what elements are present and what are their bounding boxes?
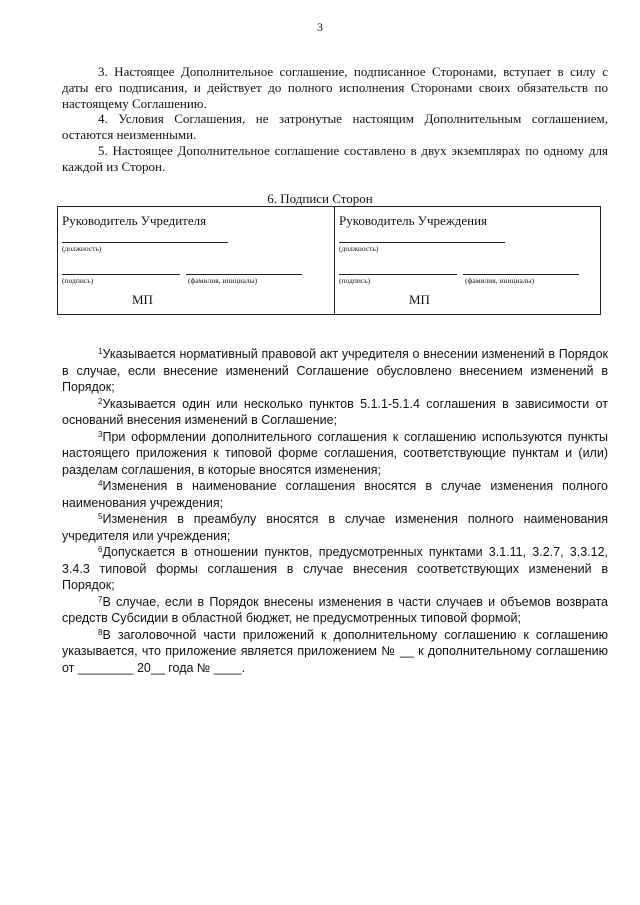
paragraph-3 [62,64,608,112]
footnote-text: В случае, если в Порядок внесены изменения в части случаев и объемов возврата средств Субсидии в областной бюджет, не предусмотренных типовой формой; [62,594,608,625]
paragraph-5 [62,143,608,175]
institution-head-label: Руководитель Учреждения [339,213,488,228]
footnote [62,429,608,479]
stamp-label: МП [409,292,430,307]
position-caption: (должность) [62,244,102,253]
footnote-number: 5 [98,512,103,521]
footnote [62,594,608,627]
footnote-text: В заголовочной части приложений к дополнительному соглашению к соглашению указывается, что приложение является приложением № __ к дополнительному соглашению от ________ 20__ года № ____. [62,627,608,675]
paragraph-4 [62,111,608,143]
signatures-title: 6. Подписи Сторон [267,191,373,206]
name-line [186,274,302,275]
footnote [62,511,608,544]
footnote-number: 7 [98,594,103,604]
signature-line [339,274,457,275]
name-line [463,274,579,275]
footnote-text: Допускается в отношении пунктов, предусмотренных пунктами 3.1.11, 3.2.7, 3.3.12, 3.4.3 типовой формы соглашения в случае внесения соответствующих изменений в Порядок; [62,545,608,592]
position-caption: (должность) [339,244,379,253]
paragraph-text: 4. Условия Соглашения, не затронутые настоящим Дополнительным соглашением, остаются неизменными. [62,111,608,142]
footnote [62,478,608,511]
signature-line [62,274,180,275]
footnote-number: 1 [98,347,103,356]
name-caption: (фамилия, инициалы) [188,276,258,285]
position-line [62,242,228,243]
footnote-text: Указывается один или несколько пунктов 5.1.1-5.1.4 соглашения в зависимости от оснований внесения изменений в Соглашение; [62,396,608,427]
footnote-text: Указывается нормативный правовой акт учредителя о внесении изменений в Порядок в случае, если внесение изменений Соглашение обусловлено внесением изменений в Порядок; [62,347,608,394]
footnote-number: 8 [98,627,103,637]
founder-head-label: Руководитель Учредителя [62,213,207,228]
footnote-text: При оформлении дополнительного соглашения к соглашению используются пункты настоящего приложения к типовой форме соглашения, соответствующие пунктам и (или) разделам соглашения, в которые вносятся изменения; [62,429,608,477]
footnote-number: 2 [98,396,103,406]
footnote-text: Изменения в наименование соглашения вносятся в случае изменения полного наименования учреждения; [62,479,608,510]
signatures-table [57,206,601,315]
signature-caption: (подпись) [62,276,94,285]
table-divider [334,207,335,314]
footnote [62,396,608,429]
signature-block-institution [339,207,611,314]
position-line [339,242,505,243]
footnote-number: 4 [98,479,103,488]
footnote [62,627,608,677]
footnote [62,346,608,396]
stamp-label: МП [132,292,153,307]
signature-caption: (подпись) [339,276,371,285]
footnote-number: 3 [98,429,103,439]
footnote-text: Изменения в преамбулу вносятся в случае изменения полного наименования учредителя или учреждения; [62,512,608,543]
footnote [62,544,608,594]
signature-block-founder [62,207,334,314]
paragraph-text: 5. Настоящее Дополнительное соглашение составлено в двух экземплярах по одному для каждой из Сторон. [62,143,608,174]
name-caption: (фамилия, инициалы) [465,276,535,285]
footnotes [62,346,608,676]
paragraph-text: 3. Настоящее Дополнительное соглашение, подписанное Сторонами, вступает в силу с даты его подписания, и действует до полного исполнения Сторонами своих обязательств по настоящему Соглашению. [62,64,608,111]
footnote-number: 6 [98,545,103,554]
page-number: 3 [317,20,323,34]
